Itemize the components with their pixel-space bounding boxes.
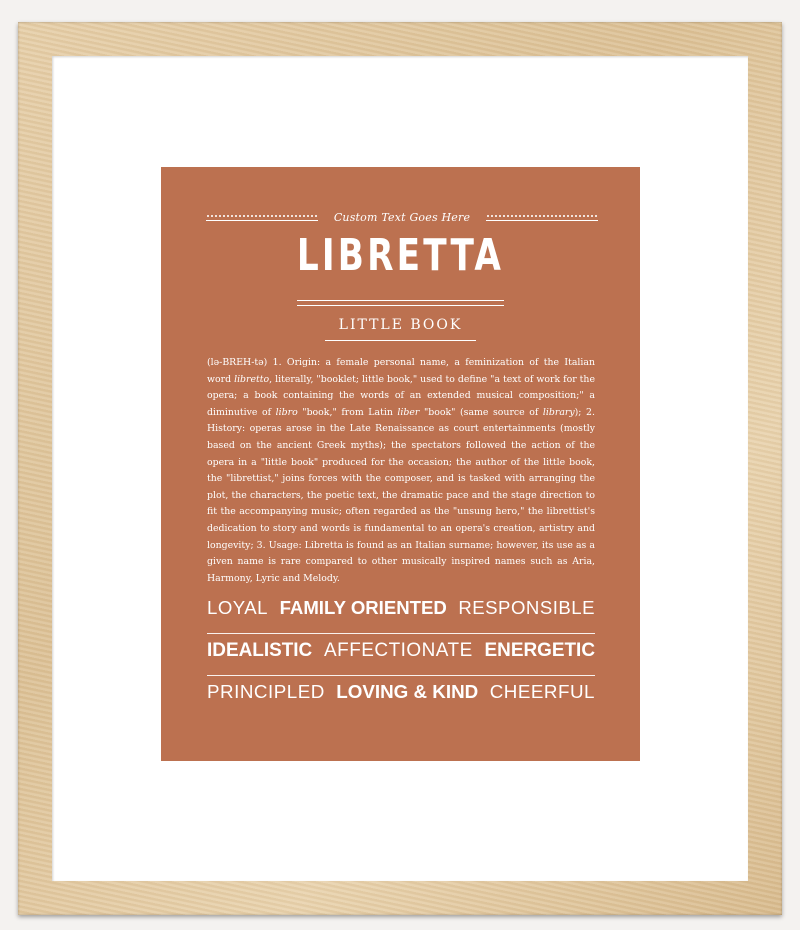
trait: RESPONSIBLE: [458, 597, 595, 618]
traits-row-2: [207, 640, 595, 672]
trait: LOVING & KIND: [336, 681, 479, 702]
right-ornament-rule: [486, 215, 598, 225]
name-underline: [297, 300, 504, 308]
trait: AFFECTIONATE: [324, 640, 473, 661]
custom-text-row: [206, 209, 598, 231]
name-meaning: LITTLE BOOK: [338, 317, 463, 333]
trait: IDEALISTIC: [207, 640, 313, 661]
trait: LOYAL: [207, 597, 269, 618]
definition-text: (lə-BREH-tə) 1. Origin: a female personal name, a feminization of the Italian word libretto, literally, "booklet; little book," used to define "a text of work for the opera; a book containing the words of an extended musical composition;" a diminutive of libro "book," from Latin liber "book" (same source of library); 2. History: operas arose in the Late Renaissance as court entertainments (mostly based on the ancient Greek myths); the spectators followed the action of the opera in a "little book" produced for the occasion; the author of the little book, the "librettist," joins forces with the composer, and is tasked with arranging the plot, the characters, the poetic text, the dramatic pace and the stage direction to fit the accompanying music; often regarded as the "unsung hero," the librettist's dedication to story and words is fundamental to an opera's creation, artistry and longevity; 3. Usage: Libretta is found as an Italian surname; however, its use as a given name is rare compared to other musically inspired names such as Aria, Harmony, Lyric and Melody.: [207, 357, 595, 584]
trait: CHEERFUL: [489, 681, 595, 702]
wood-frame: [18, 22, 782, 915]
trait: ENERGETIC: [484, 640, 595, 661]
name-print: [161, 167, 640, 761]
traits-row-3: [207, 681, 595, 713]
trait: FAMILY ORIENTED: [279, 597, 447, 618]
traits-divider: [207, 633, 595, 634]
name-title: LIBRETTA: [296, 230, 505, 281]
white-mat: [52, 56, 748, 881]
meaning-underline: [325, 340, 476, 341]
left-ornament-rule: [206, 215, 318, 225]
pronunciation: (lə-BREH-tə): [207, 357, 268, 368]
traits-divider: [207, 675, 595, 676]
traits-row-1: [207, 597, 595, 629]
trait: PRINCIPLED: [207, 681, 325, 702]
custom-text: Custom Text Goes Here: [333, 211, 471, 224]
